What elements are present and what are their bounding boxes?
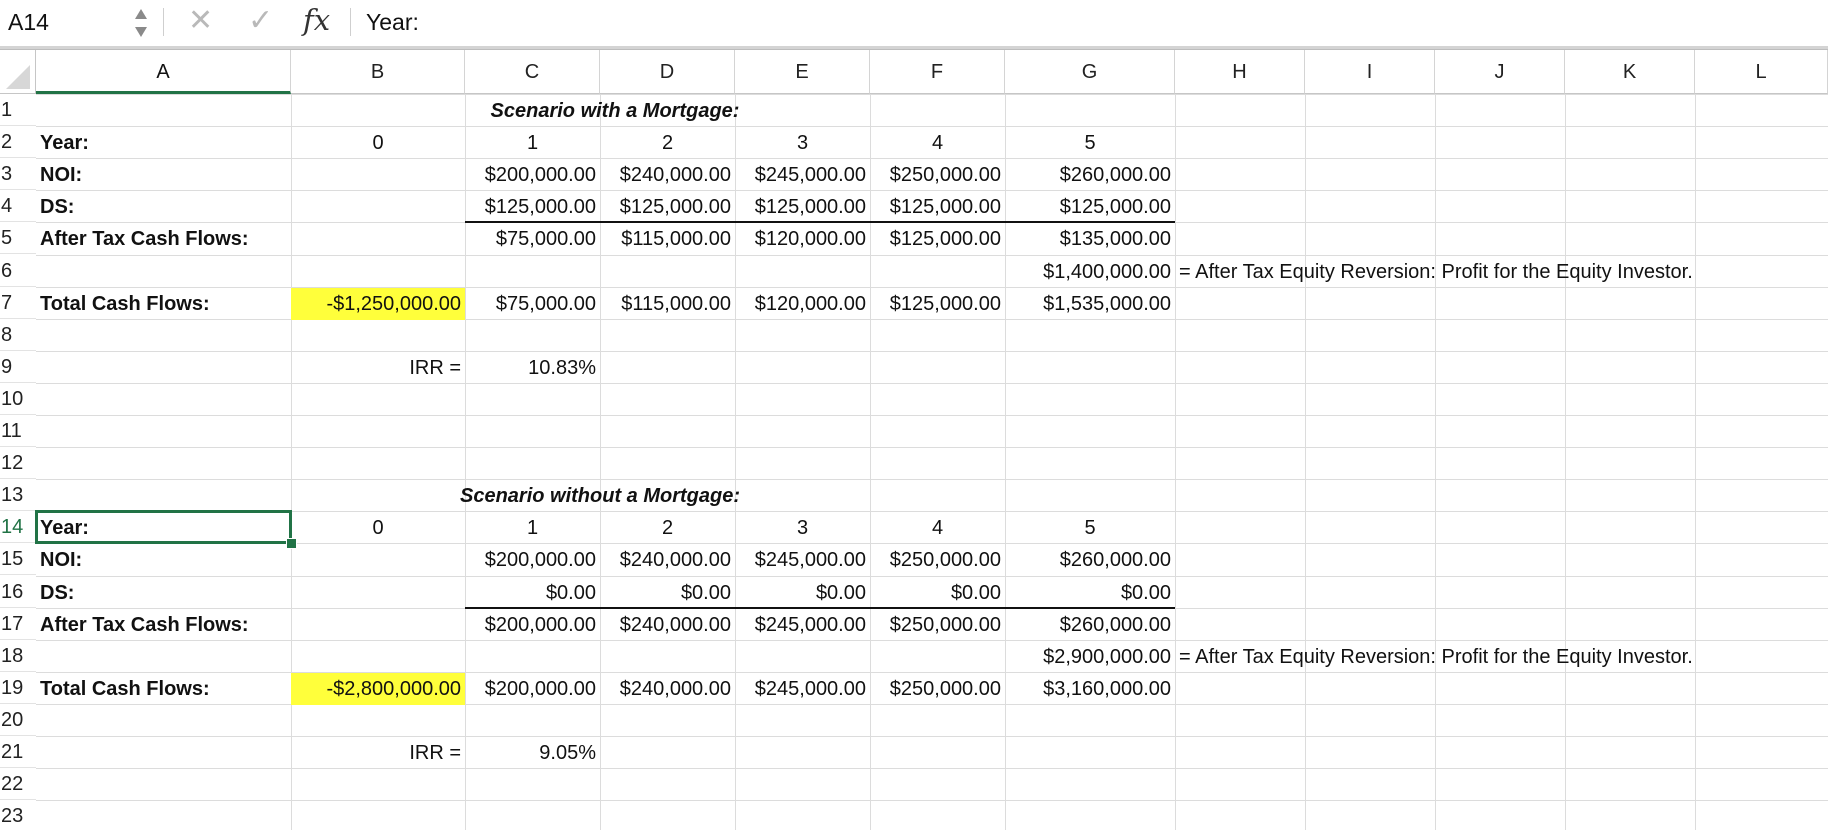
scenario2-ds-label[interactable]: DS: (40, 581, 75, 604)
scenario1-title[interactable]: Scenario with a Mortgage: (490, 100, 740, 122)
scenario1-noi-label[interactable]: NOI: (40, 164, 83, 187)
scenario2-ds-5[interactable]: $0.00 (1005, 577, 1175, 609)
scenario1-total-3[interactable]: $120,000.00 (754, 292, 866, 315)
column-header-a[interactable]: A (36, 50, 291, 94)
scenario1-atcf-1[interactable]: $75,000.00 (495, 228, 596, 251)
scenario1-irr-label[interactable]: IRR = (409, 356, 461, 379)
scenario2-year-label[interactable]: Year: (40, 517, 89, 540)
row-header-1[interactable]: 1 (0, 94, 36, 126)
scenario2-year-3[interactable]: 3 (796, 517, 809, 540)
gridline-vertical (1695, 94, 1696, 830)
row-header-16[interactable]: 16 (0, 576, 36, 608)
scenario1-year-3[interactable]: 3 (796, 132, 809, 155)
scenario2-total-label[interactable]: Total Cash Flows: (40, 677, 210, 700)
scenario1-total-0[interactable]: -$1,250,000.00 (291, 288, 465, 320)
scenario2-year-4[interactable]: 4 (931, 517, 944, 540)
scenario1-atcf-2[interactable]: $115,000.00 (621, 228, 731, 251)
scenario1-ds-3[interactable]: $125,000.00 (735, 191, 870, 223)
scenario1-total-4[interactable]: $125,000.00 (889, 292, 1001, 315)
column-header-k[interactable]: K (1565, 50, 1695, 94)
scenario1-ds-2[interactable]: $125,000.00 (600, 191, 735, 223)
scenario2-noi-4[interactable]: $250,000.00 (889, 549, 1001, 572)
scenario1-noi-1[interactable]: $200,000.00 (484, 164, 596, 187)
row-header-2[interactable]: 2 (0, 126, 36, 158)
scenario2-ds-1[interactable]: $0.00 (465, 577, 600, 609)
scenario2-atcf-4[interactable]: $250,000.00 (889, 613, 1001, 636)
fill-handle[interactable] (286, 538, 297, 549)
gridline-vertical (1175, 94, 1176, 830)
scenario1-year-0[interactable]: 0 (372, 132, 384, 155)
column-header-j[interactable]: J (1435, 50, 1565, 94)
scenario2-total-4[interactable]: $250,000.00 (889, 677, 1001, 700)
gridline-horizontal (36, 800, 1828, 801)
row-header-18[interactable]: 18 (0, 640, 36, 672)
scenario2-noi-5[interactable]: $260,000.00 (1059, 549, 1171, 572)
column-header-i[interactable]: I (1305, 50, 1435, 94)
scenario2-atcf-2[interactable]: $240,000.00 (619, 613, 731, 636)
gridline-vertical (1305, 94, 1306, 830)
scenario1-atcf-5[interactable]: $135,000.00 (1059, 228, 1171, 251)
scenario1-total-1[interactable]: $75,000.00 (495, 292, 596, 315)
row-header-4[interactable]: 4 (0, 190, 36, 222)
row-header-19[interactable]: 19 (0, 672, 36, 704)
column-header-g[interactable]: G (1005, 50, 1175, 94)
column-header-h[interactable]: H (1175, 50, 1305, 94)
column-header-l[interactable]: L (1695, 50, 1828, 94)
scenario2-irr-label[interactable]: IRR = (409, 742, 461, 764)
scenario2-atcf-label[interactable]: After Tax Cash Flows: (40, 613, 249, 636)
scenario2-year-0[interactable]: 0 (372, 517, 384, 540)
gridline-horizontal (36, 94, 1828, 95)
row-header-14[interactable]: 14 (0, 511, 36, 543)
scenario2-noi-3[interactable]: $245,000.00 (754, 549, 866, 572)
scenario2-ds-4[interactable]: $0.00 (870, 577, 1005, 609)
scenario1-total-5[interactable]: $1,535,000.00 (1043, 292, 1171, 315)
column-header-f[interactable]: F (870, 50, 1005, 94)
scenario2-noi-1[interactable]: $200,000.00 (484, 549, 596, 572)
scenario2-atcf-3[interactable]: $245,000.00 (754, 613, 866, 636)
scenario2-noi-label[interactable]: NOI: (40, 549, 83, 572)
name-box[interactable]: A14 (8, 9, 49, 35)
row-header-12[interactable]: 12 (0, 447, 36, 479)
scenario1-total-2[interactable]: $115,000.00 (621, 292, 731, 315)
scenario1-noi-2[interactable]: $240,000.00 (619, 164, 731, 187)
scenario2-atcf-1[interactable]: $200,000.00 (484, 613, 596, 636)
scenario2-ds-3[interactable]: $0.00 (735, 577, 870, 609)
formula-input[interactable]: Year: (366, 9, 419, 35)
scenario2-atcf-5[interactable]: $260,000.00 (1059, 613, 1171, 636)
scenario1-noi-3[interactable]: $245,000.00 (754, 164, 866, 187)
scenario2-year-1[interactable]: 1 (526, 517, 539, 540)
scenario2-total-1[interactable]: $200,000.00 (484, 677, 596, 700)
scenario1-year-4[interactable]: 4 (931, 132, 944, 155)
row-header-8[interactable]: 8 (0, 319, 36, 351)
row-header-6[interactable]: 6 (0, 255, 36, 287)
gridline-horizontal (36, 415, 1828, 416)
scenario1-year-2[interactable]: 2 (661, 132, 674, 155)
scenario1-reversion-value[interactable]: $1,400,000.00 (1043, 260, 1171, 283)
spreadsheet-grid[interactable] (0, 50, 1828, 830)
row-header-20[interactable]: 20 (0, 704, 36, 736)
formula-bar-separator (163, 8, 164, 36)
gridline-vertical (1435, 94, 1436, 830)
row-header-23[interactable]: 23 (0, 800, 36, 830)
column-header-e[interactable]: E (735, 50, 870, 94)
scenario1-ds-1[interactable]: $125,000.00 (465, 191, 600, 223)
row-header-9[interactable]: 9 (0, 351, 36, 383)
row-header-13[interactable]: 13 (0, 479, 36, 511)
row-header-21[interactable]: 21 (0, 736, 36, 768)
row-header-15[interactable]: 15 (0, 543, 36, 575)
scenario2-reversion-note[interactable]: = After Tax Equity Reversion: Profit for the Equity Investor. (1179, 645, 1693, 668)
function-icon[interactable]: fx (303, 3, 331, 37)
formula-bar-separator (350, 8, 351, 36)
row-header-5[interactable]: 5 (0, 222, 36, 254)
scenario1-reversion-note[interactable]: = After Tax Equity Reversion: Profit for the Equity Investor. (1179, 260, 1693, 283)
scenario1-ds-label[interactable]: DS: (40, 196, 75, 219)
gridline-vertical (1565, 94, 1566, 830)
scenario2-year-5[interactable]: 5 (1084, 517, 1096, 540)
row-header-7[interactable]: 7 (0, 287, 36, 319)
scenario1-ds-5[interactable]: $125,000.00 (1005, 191, 1175, 223)
gridline-horizontal (36, 479, 1828, 480)
scenario1-atcf-3[interactable]: $120,000.00 (754, 228, 866, 251)
row-header-10[interactable]: 10 (0, 383, 36, 415)
column-header-d[interactable]: D (600, 50, 735, 94)
column-header-b[interactable]: B (291, 50, 465, 94)
scenario1-year-1[interactable]: 1 (526, 132, 539, 155)
scenario2-total-0[interactable]: -$2,800,000.00 (291, 673, 465, 705)
scenario2-total-2[interactable]: $240,000.00 (619, 677, 731, 700)
gridline-vertical (291, 94, 292, 830)
scenario1-irr-value[interactable]: 10.83% (528, 356, 596, 379)
scenario2-total-3[interactable]: $245,000.00 (754, 677, 866, 700)
scenario1-atcf-label[interactable]: After Tax Cash Flows: (40, 228, 249, 251)
scenario2-ds-2[interactable]: $0.00 (600, 577, 735, 609)
scenario1-year-label[interactable]: Year: (40, 132, 89, 155)
scenario1-atcf-4[interactable]: $125,000.00 (889, 228, 1001, 251)
scenario2-irr-value[interactable]: 9.05% (539, 742, 596, 764)
gridline-horizontal (36, 447, 1828, 448)
selected-cell-outline[interactable] (35, 510, 292, 544)
row-header-17[interactable]: 17 (0, 608, 36, 640)
row-header-11[interactable]: 11 (0, 415, 36, 447)
scenario1-total-label[interactable]: Total Cash Flows: (40, 292, 210, 315)
row-header-22[interactable]: 22 (0, 768, 36, 800)
column-header-c[interactable]: C (465, 50, 600, 94)
scenario2-total-5[interactable]: $3,160,000.00 (1043, 677, 1171, 700)
scenario1-ds-4[interactable]: $125,000.00 (870, 191, 1005, 223)
scenario1-year-5[interactable]: 5 (1084, 132, 1096, 155)
scenario1-noi-5[interactable]: $260,000.00 (1059, 164, 1171, 187)
scenario2-year-2[interactable]: 2 (661, 517, 674, 540)
select-all-corner[interactable] (0, 50, 36, 94)
row-header-3[interactable]: 3 (0, 158, 36, 190)
scenario2-title[interactable]: Scenario without a Mortgage: (459, 485, 741, 508)
scenario2-noi-2[interactable]: $240,000.00 (619, 549, 731, 572)
formula-bar (0, 0, 1828, 45)
scenario1-noi-4[interactable]: $250,000.00 (889, 164, 1001, 187)
confirm-icon[interactable]: ✓ (248, 4, 274, 37)
cancel-icon[interactable]: ✕ (188, 4, 214, 37)
scenario2-reversion-value[interactable]: $2,900,000.00 (1043, 645, 1171, 668)
name-box-stepper-icon[interactable] (133, 5, 149, 41)
